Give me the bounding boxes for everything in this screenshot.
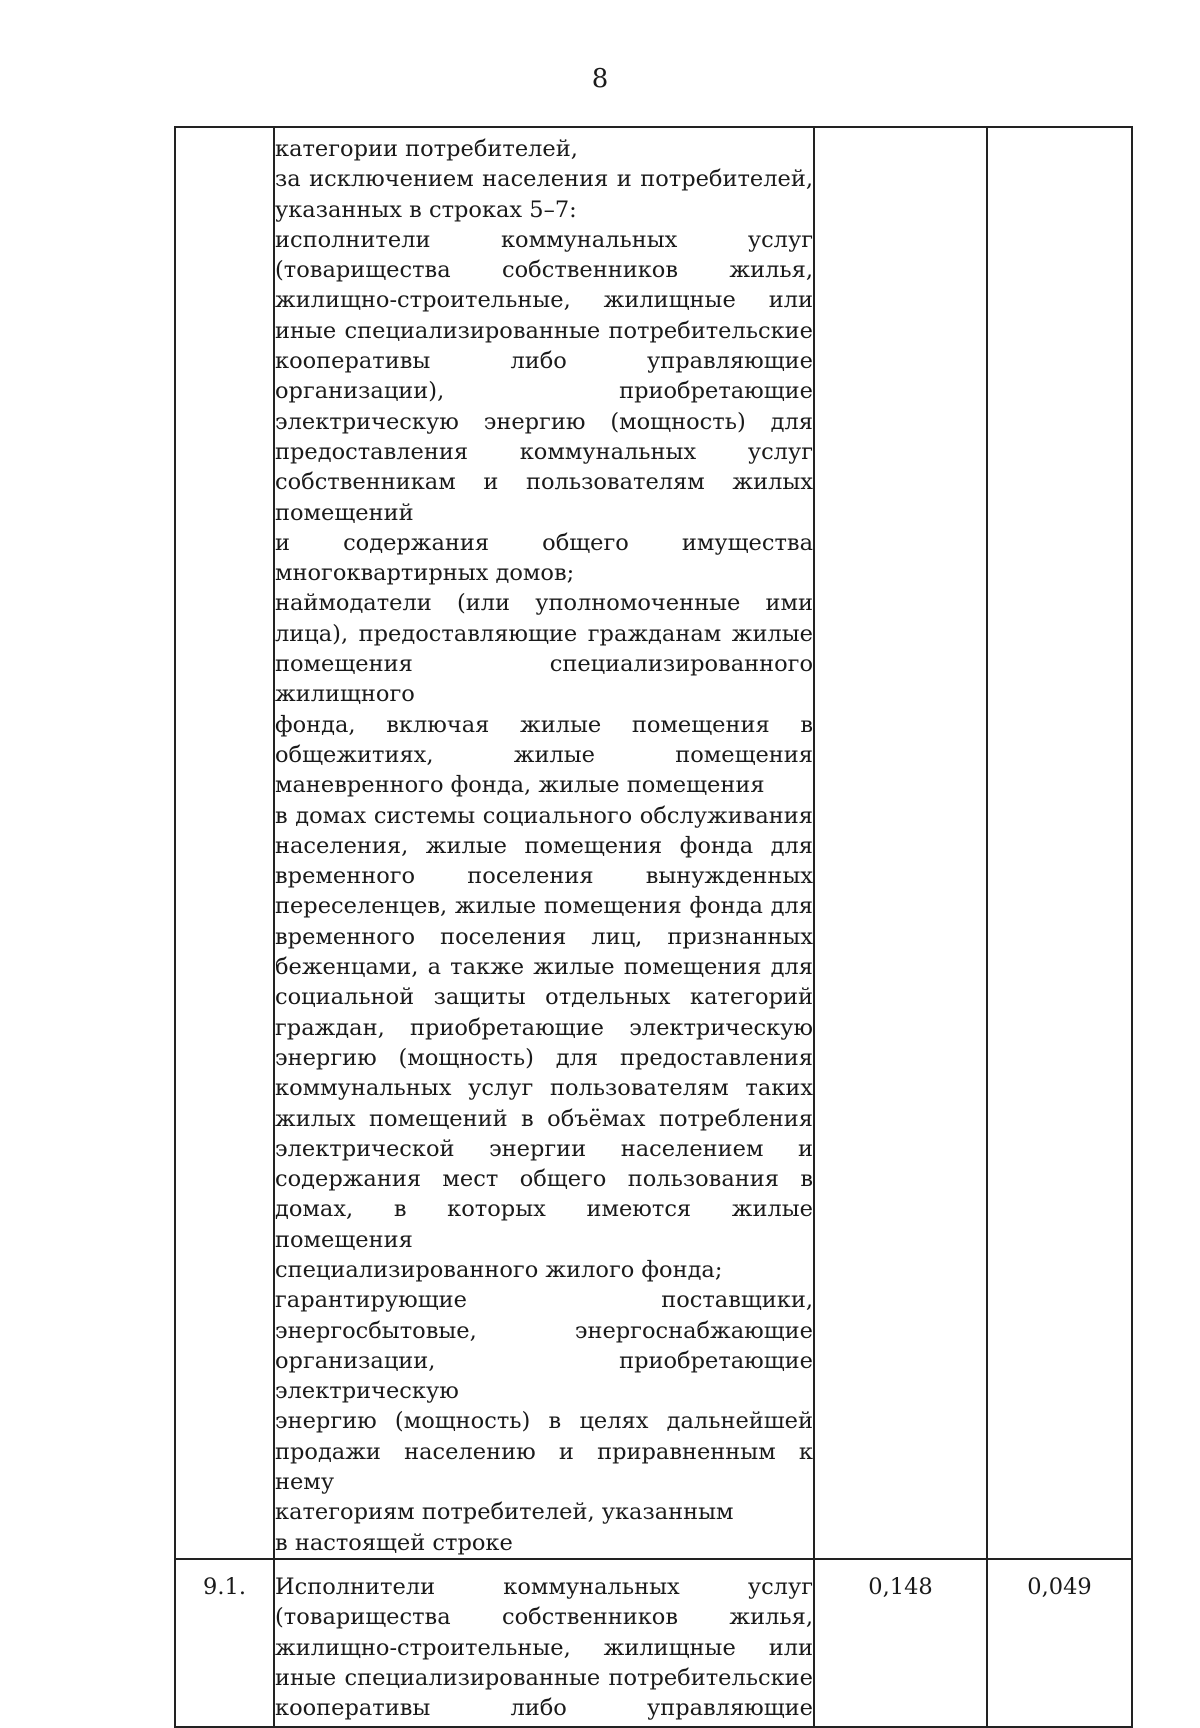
- description-line: исполнители коммунальных услуг: [275, 226, 813, 253]
- description-line: кооперативы либо управляющие: [275, 348, 813, 375]
- description-line: социальной защиты отдельных категорий: [275, 984, 813, 1011]
- row-number-cell: [175, 127, 274, 1559]
- page-number: 8: [591, 64, 609, 94]
- description-line: организации), приобретающие: [275, 378, 813, 405]
- description-line: граждан, приобретающие электрическую: [275, 1014, 813, 1041]
- description-line: энергию (мощность) в целях дальнейшей: [275, 1408, 813, 1435]
- description-line: специализированного жилого фонда;: [275, 1256, 723, 1283]
- value-cell: 0,148: [814, 1559, 987, 1727]
- description-line: населения, жилые помещения фонда для: [275, 832, 813, 859]
- description-line: иные специализированные потребительские: [275, 317, 813, 344]
- description-line: иные специализированные потребительские: [275, 1664, 813, 1691]
- description-line: наймодатели (или уполномоченные ими: [275, 590, 813, 617]
- tariff-table: [174, 126, 1133, 1728]
- description-line: помещений: [275, 499, 414, 526]
- description-line: и содержания общего имущества: [275, 529, 813, 556]
- description-line: маневренного фонда, жилые помещения: [275, 772, 765, 799]
- description-line: Исполнители коммунальных услуг: [275, 1573, 813, 1600]
- description-line: (товарищества собственников жилья,: [275, 1604, 813, 1631]
- description-line: фонда, включая жилые помещения в: [275, 711, 813, 738]
- value-cell: 0,049: [987, 1559, 1132, 1727]
- description-line: в домах системы социального обслуживания: [275, 802, 813, 829]
- description-line: электрическую энергию (мощность) для: [275, 408, 813, 435]
- description-line: переселенцев, жилые помещения фонда для: [275, 893, 813, 920]
- description-line: (товарищества собственников жилья,: [275, 257, 813, 284]
- table-row: [175, 127, 1132, 1559]
- description-line: продажи населению и приравненным к нему: [275, 1438, 813, 1496]
- description-line: энергию (мощность) для предоставления: [275, 1044, 813, 1071]
- description-line: предоставления коммунальных услуг: [275, 438, 813, 465]
- description-line: электрической энергии населением и: [275, 1135, 813, 1162]
- value-cell: [814, 127, 987, 1559]
- description-line: жилищно-строительные, жилищные или: [275, 287, 813, 314]
- description-line: содержания мест общего пользования в: [275, 1166, 813, 1193]
- description-line: за исключением населения и потребителей,: [275, 166, 813, 193]
- description-line: временного поселения вынужденных: [275, 863, 813, 890]
- description-line: общежитиях, жилые помещения: [275, 741, 813, 768]
- description-cell: [274, 1559, 814, 1727]
- description-line: помещения специализированного жилищного: [275, 651, 813, 708]
- description-line: гарантирующие поставщики,: [275, 1287, 813, 1314]
- description-line: организации, приобретающие электрическую: [275, 1347, 813, 1405]
- description-line: энергосбытовые, энергоснабжающие: [275, 1317, 813, 1344]
- description-line: кооперативы либо управляющие: [275, 1695, 813, 1722]
- description-line: многоквартирных домов;: [275, 560, 575, 587]
- description-line: собственникам и пользователям жилых: [275, 469, 813, 496]
- description-line: указанных в строках 5–7:: [275, 196, 577, 223]
- description-line: коммунальных услуг пользователям таких: [275, 1075, 813, 1102]
- description-line: лица), предоставляющие гражданам жилые: [275, 620, 813, 647]
- row-number-cell: 9.1.: [175, 1559, 274, 1727]
- description-line: домах, в которых имеются жилые помещения: [275, 1196, 813, 1253]
- description-line: жилищно-строительные, жилищные или: [275, 1634, 813, 1661]
- description-line: категориям потребителей, указанным: [275, 1499, 734, 1526]
- description-line: категории потребителей,: [275, 136, 578, 162]
- description-cell: [274, 127, 814, 1559]
- description-line: жилых помещений в объёмах потребления: [275, 1105, 813, 1132]
- table-row: [175, 1559, 1132, 1727]
- description-line: в настоящей строке: [275, 1529, 513, 1556]
- description-line: временного поселения лиц, признанных: [275, 923, 813, 950]
- description-line: беженцами, а также жилые помещения для: [275, 954, 813, 981]
- value-cell: [987, 127, 1132, 1559]
